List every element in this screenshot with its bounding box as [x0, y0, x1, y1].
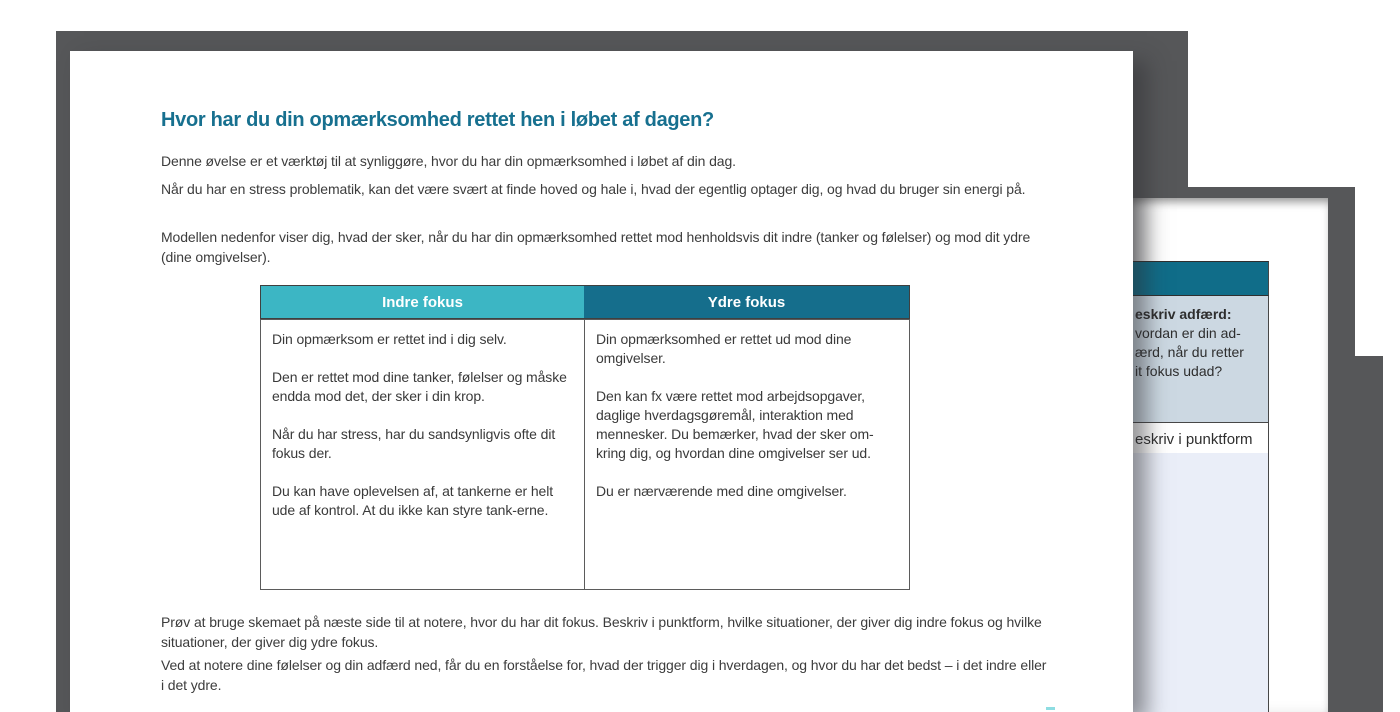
behaviour-cell-line: vordan er din ad-: [1135, 325, 1241, 341]
cell-paragraph: Den er rettet mod dine tanker, følelser og måske endda mod det, der sker i din krop.: [272, 369, 567, 404]
focus-comparison-table: [260, 285, 910, 590]
table-body-row: [260, 319, 910, 590]
page-footer-accent-mark: [1046, 707, 1055, 710]
worksheet-page-next-preview: [1133, 198, 1328, 712]
intro-paragraph: Modellen nedenfor viser dig, hvad der sker, når du har din opmærksomhed rettet mod henholdsvis dit indre (tanker og følelser) og mod dit ydre (dine omgivelser).: [161, 229, 1031, 265]
table-header-indre-fokus: Indre fokus: [261, 286, 584, 318]
intro-paragraph: Når du har en stress problematik, kan det være svært at finde hoved og hale i, hvad der egentlig optager dig, og hvad du bruger sin energi på.: [161, 181, 1026, 197]
behaviour-cell-line: it fokus udad?: [1135, 363, 1223, 379]
table-cell-ydre-fokus: [585, 320, 909, 589]
next-page-notes-area: [1133, 453, 1269, 712]
cell-paragraph: Den kan fx være rettet mod arbejdsopgaver, daglige hverdagsgøremål, interaktion med mennesker. Du bemærker, hvad der sker om-kring dig, og hvordan dine omgivelser ser ud.: [596, 388, 874, 461]
table-header-row: [260, 285, 910, 319]
behaviour-cell-title: eskriv adfærd:: [1135, 306, 1232, 322]
cell-paragraph: Din opmærksom er rettet ind i dig selv.: [272, 331, 507, 347]
page-title: Hvor har du din opmærksomhed rettet hen i løbet af dagen?: [161, 109, 714, 131]
intro-paragraph: Denne øvelse er et værktøj til at synliggøre, hvor du har din opmærksomhed i løbet af din dag.: [161, 153, 736, 169]
cell-paragraph: Du er nærværende med dine omgivelser.: [596, 483, 847, 499]
cell-paragraph: Du kan have oplevelsen af, at tankerne er helt ude af kontrol. At du ikke kan styre tank-erne.: [272, 483, 554, 518]
outro-paragraph: Ved at notere dine følelser og din adfærd ned, får du en forståelse for, hvad der trigger dig i hverdagen, og hvor du har det bedst – i det indre eller i det ydre.: [161, 657, 1047, 693]
worksheet-page-current: [70, 51, 1133, 712]
next-page-behaviour-cell: [1133, 296, 1269, 423]
next-page-punktform-label: eskriv i punktform: [1133, 423, 1269, 453]
table-header-ydre-fokus: Ydre fokus: [584, 286, 909, 318]
behaviour-cell-line: ærd, når du retter: [1135, 344, 1244, 360]
outro-paragraph: Prøv at bruge skemaet på næste side til at notere, hvor du har dit fokus. Beskriv i punktform, hvilke situationer, der giver dig indre fokus og hvilke situationer, der giver dig ydre fokus.: [161, 614, 1042, 650]
table-cell-indre-fokus: [261, 320, 585, 589]
cell-paragraph: Når du har stress, har du sandsynligvis ofte dit fokus der.: [272, 426, 556, 461]
next-page-table-header-band: [1133, 261, 1269, 296]
cell-paragraph: Din opmærksomhed er rettet ud mod dine omgivelser.: [596, 331, 852, 366]
